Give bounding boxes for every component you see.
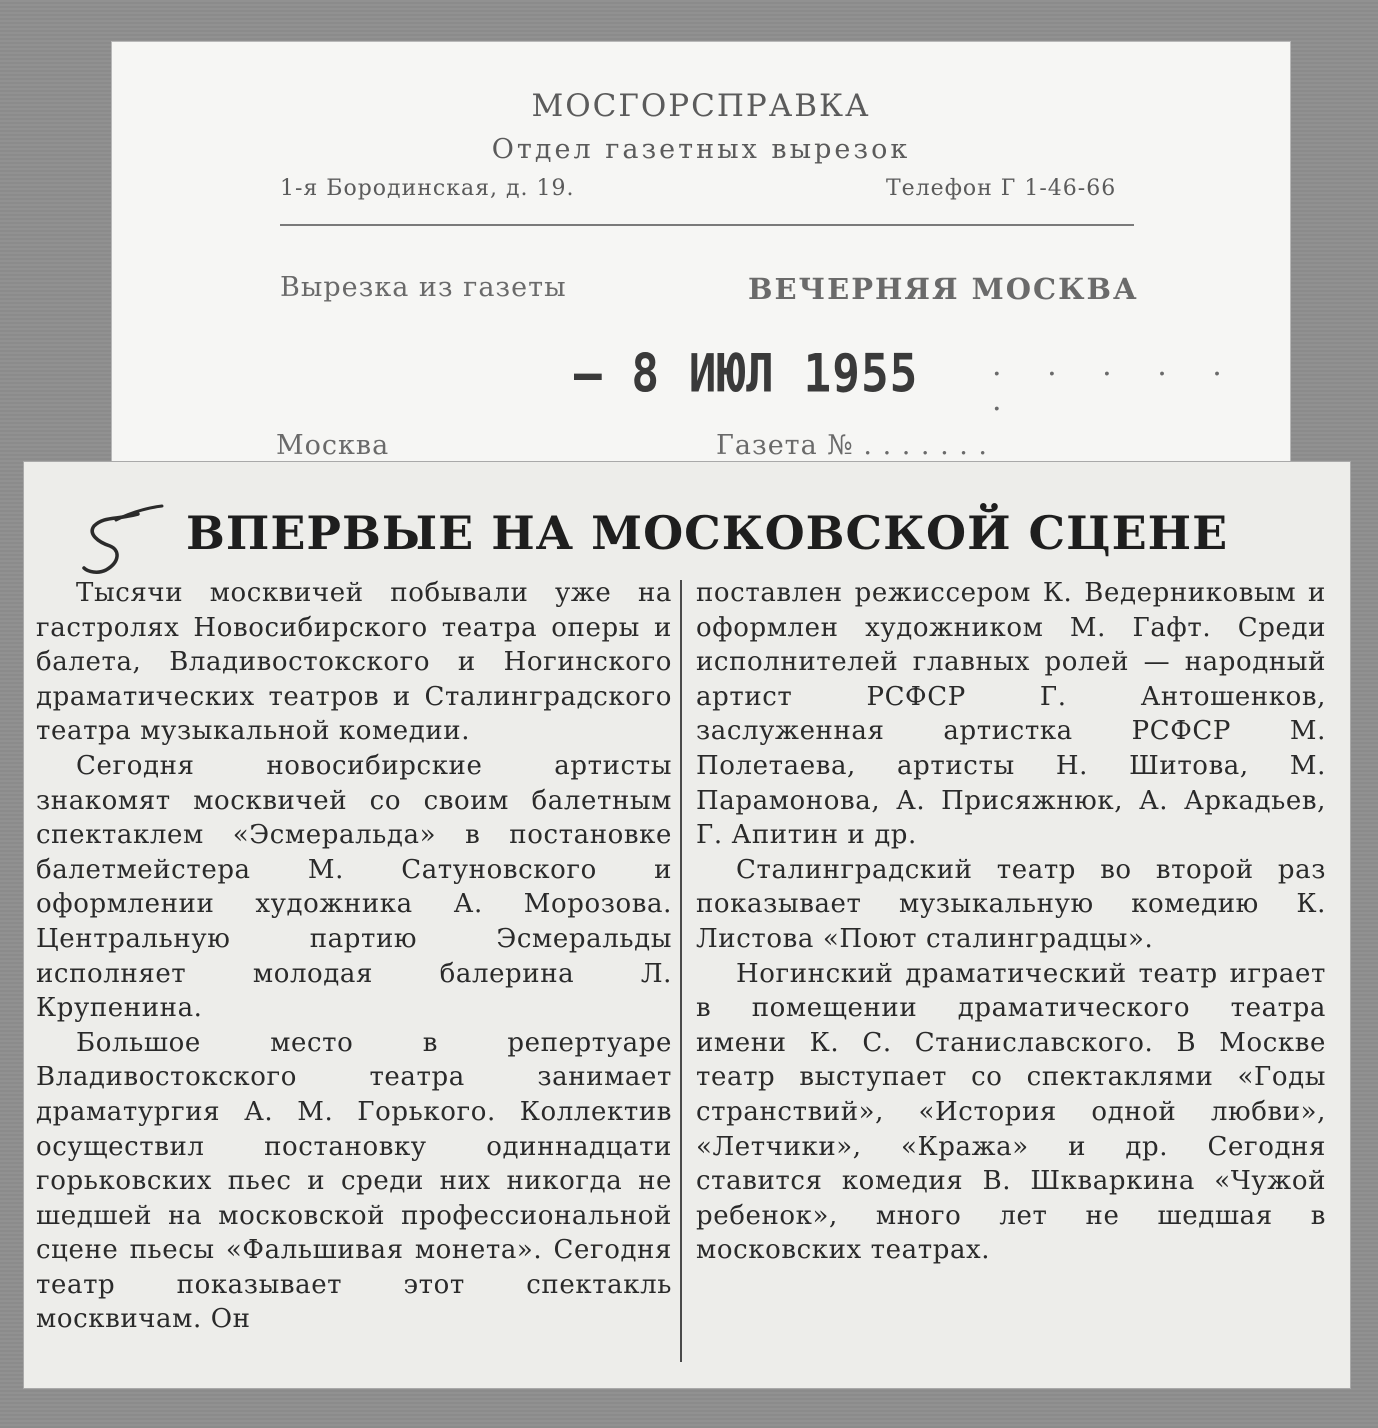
bureau-address: 1-я Бородинская, д. 19. [280, 176, 575, 201]
bureau-header-slip [112, 42, 1290, 482]
article-column-left [36, 576, 672, 1337]
bureau-name: МОСГОРСПРАВКА [531, 88, 871, 124]
newspaper-name: ВЕЧЕРНЯЯ МОСКВА [748, 272, 1139, 306]
handwritten-number-mark [76, 498, 166, 578]
paragraph: Сталинградский театр во второй раз показывает музыкальную комедию К. Листова «Поют сталинградцы». [696, 854, 1326, 954]
column-divider [680, 580, 682, 1362]
paragraph: поставлен режиссером К. Ведерниковым и оформлен художником М. Гафт. Среди исполнителей главных ролей — народный артист РСФСР Г. Антошенков, заслуженная артистка РСФСР М. Полетаева, артисты Н. Шитова, М. Парамонова, А. Присяжнюк, А. Аркадьев, Г. Апитин и др. [696, 578, 1326, 851]
date-stamp: – 8 ИЮЛ 1955 [574, 342, 919, 405]
article-column-right [696, 576, 1326, 1268]
header-divider [280, 224, 1134, 226]
paragraph: Тысячи москвичей побывали уже на гастролях Новосибирского театра оперы и балета, Владивостокского и Ногинского драматических театров и Сталинградского театра музыкальной комедии. [36, 578, 672, 747]
article-headline: ВПЕРВЫЕ НА МОСКОВСКОЙ СЦЕНЕ [186, 506, 1229, 560]
department-name: Отдел газетных вырезок [491, 134, 911, 165]
paragraph: Сегодня новосибирские артисты знакомят москвичей со своим балетным спектаклем «Эсмеральда» в постановке балетмейстера М. Сатуновского и оформлении художника А. Морозова. Центральную партию Эсмеральды исполняет молодая балерина Л. Крупенина. [36, 750, 672, 1024]
newspaper-clipping [24, 462, 1350, 1388]
bureau-phone: Телефон Г 1-46-66 [886, 176, 1117, 201]
date-fill-dots: . . . . . . [992, 348, 1240, 418]
paragraph: Ногинский драматический театр играет в помещении драматического театра имени К. С. Станиславского. В Москве театр выступает со спектаклями «Годы странствий», «История одной любви», «Летчики», «Кража» и др. Сегодня ставится комедия В. Шкваркина «Чужой ребенок», много лет не шедшая в московских театрах. [696, 958, 1326, 1266]
issue-number-label: Газета № . . . . . . . [716, 430, 989, 461]
cut-from-label: Вырезка из газеты [280, 272, 567, 303]
city-label: Москва [276, 430, 390, 461]
paragraph: Большое место в репертуаре Владивостокского театра занимает драматургия А. М. Горького. Коллектив осуществил постановку одиннадцати горьковских пьес и среди них никогда не шедшей на московской профессиональной сцене пьесы «Фальшивая монета». Сегодня театр показывает этот спектакль москвичам. Он [36, 1027, 672, 1335]
